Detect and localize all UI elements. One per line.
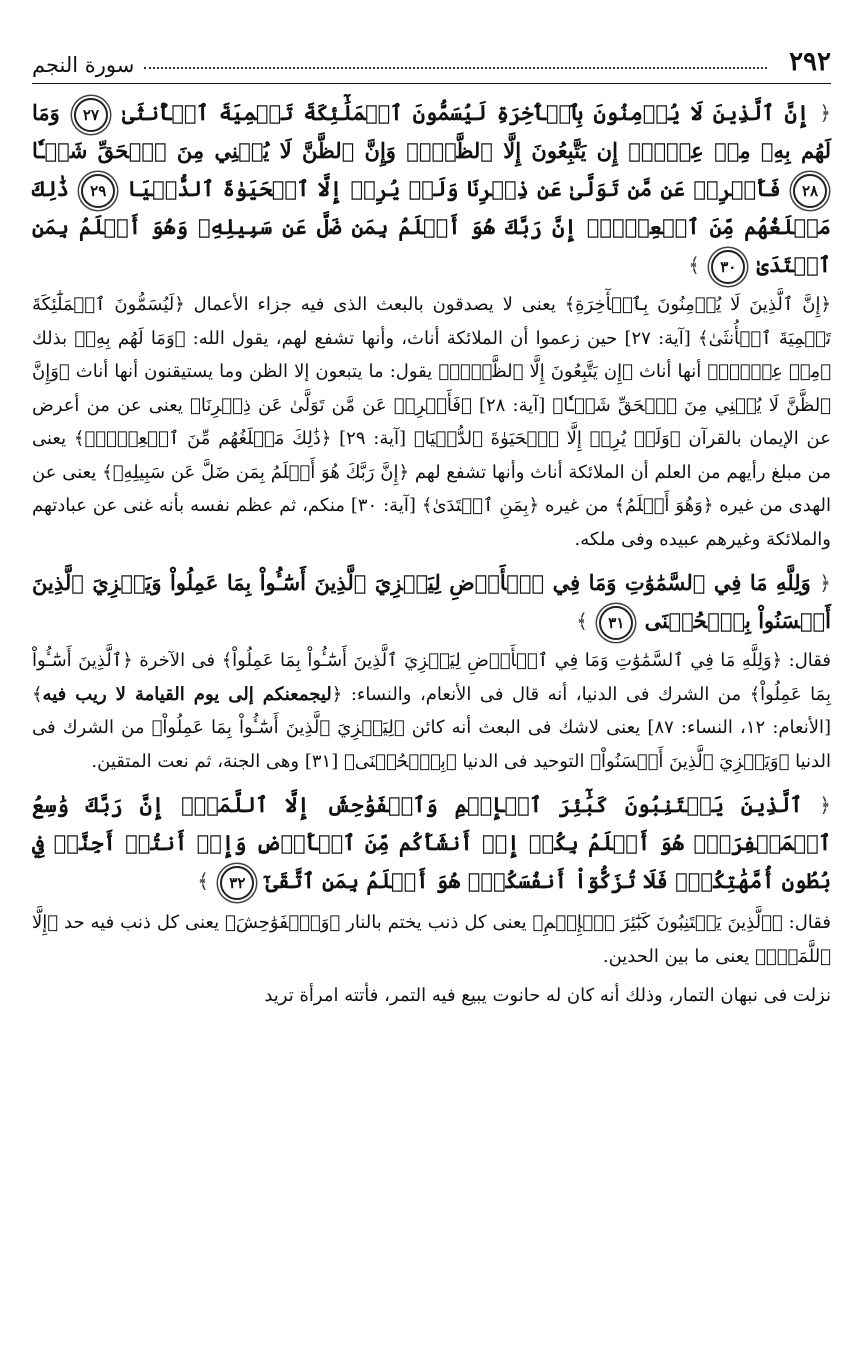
tafsir-paragraph <box>32 644 831 778</box>
ayah-number-marker: ٣١ <box>599 606 633 640</box>
ayah-number-marker: ٣٠ <box>711 250 745 284</box>
tafsir-paragraph: فقال: ﴿ٱلَّذِينَ يَجۡتَنِبُونَ كَبَٰٓئِرَ ٱلۡإِثۡمِ﴾ يعنى كل ذنب يختم بالنار ﴿وَٱلۡفَوَٰحِشَ﴾ يعنى كل ذنب فيه حد ﴿إِلَّا ٱللَّمَمَۚ﴾ يعنى ما بين الحدين. <box>32 912 831 967</box>
open-ornament: ﴿ <box>819 793 832 817</box>
ayah-number-marker: ٢٩ <box>81 174 115 208</box>
open-ornament: ﴿ <box>819 571 831 595</box>
tafsir-paragraph: نزلت فى نبهان التمار، وذلك أنه كان له حانوت يبيع فيه التمر، فأتته امرأة تريد <box>264 985 831 1006</box>
page-number: ٢٩٢ <box>789 47 831 77</box>
close-ornament: ﴾ <box>688 253 700 277</box>
open-ornament: ﴿ <box>819 101 832 125</box>
verse-text: وَمَا لَهُم بِهِۦ مِنۡ عِلۡمٍۖ إِن يَتَّبِعُونَ إِلَّا ٱلظَّنَّۖ وَإِنَّ ٱلظَّنَّ لَا يُغۡنِي مِنَ ٱلۡحَقِّ شَيۡـٔٗا <box>32 100 831 163</box>
page-header <box>32 0 831 84</box>
verse-text: إِنَّ ٱلَّذِينَ لَا يُؤۡمِنُونَ بِٱلۡأٓخِرَةِ لَيُسَمُّونَ ٱلۡمَلَٰٓئِكَةَ تَسۡمِيَةَ ٱلۡأُنثَىٰ <box>122 100 810 125</box>
close-ornament: ﴾ <box>197 869 210 893</box>
verse-text: فَأَعۡرِضۡ عَن مَّن تَوَلَّىٰ عَن ذِكۡرِنَا وَلَمۡ يُرِدۡ إِلَّا ٱلۡحَيَوٰةَ ٱلدُّنۡيَا <box>127 176 781 201</box>
verse-text: وَلِلَّهِ مَا فِي ٱلسَّمَٰوَٰتِ وَمَا فِي ٱلۡأَرۡضِ لِيَجۡزِيَ ٱلَّذِينَ أَسَٰٓـُٔواْ بِمَا عَمِلُواْ وَيَجۡزِيَ ٱلَّذِينَ أَحۡسَنُواْ بِٱلۡحُسۡنَى <box>32 570 831 633</box>
verse-text: ٱلَّذِينَ يَجۡتَنِبُونَ كَبَٰٓئِرَ ٱلۡإِثۡمِ وَٱلۡفَوَٰحِشَ إِلَّا ٱللَّمَمَۚ إِنَّ رَبَّكَ وَٰسِعُ ٱلۡمَغۡفِرَةِۚ هُوَ أَعۡلَمُ بِكُمۡ إِذۡ أَنشَأَكُم مِّنَ ٱلۡأَرۡضِ وَإِذۡ أَنتُمۡ أَجِنَّةٞ فِي بُطُونِ أُمَّهَٰتِكُمۡۖ فَلَا تُزَكُّوٓاْ أَنفُسَكُمۡۖ هُوَ أَعۡلَمُ بِمَنِ ٱتَّقَىٰٓ <box>32 792 831 893</box>
quran-verse-block <box>32 786 831 900</box>
ayah-number-marker: ٢٧ <box>74 98 108 132</box>
surah-title: سورة النجم <box>32 53 135 77</box>
tafsir-paragraph: ﴿إِنَّ ٱلَّذِينَ لَا يُؤۡمِنُونَ بِٱلۡأٓخِرَةِ﴾ يعنى لا يصدقون بالبعث الذى فيه جزاء الأعمال ﴿لَيُسَمُّونَ ٱلۡمَلَٰٓئِكَةَ تَسۡمِيَةَ ٱلۡأُنثَىٰ﴾ [آية: ٢٧] حين زعموا أن الملائكة أناث، وأنها تشفع لهم، يقول الله: ﴿وَمَا لَهُم بِهِۦ﴾ بذلك ﴿مِنۡ عِلۡمٍۖ﴾ أنها أناث ﴿إِن يَتَّبِعُونَ إِلَّا ٱلظَّنَّۖ﴾ يقول: ما يتبعون إلا الظن وما يستيقنون أنها أناث ﴿وَإِنَّ ٱلظَّنَّ لَا يُغۡنِي مِنَ ٱلۡحَقِّ شَيۡـٔٗا﴾ [آية: ٢٨] ﴿فَأَعۡرِضۡ عَن مَّن تَوَلَّىٰ عَن ذِكۡرِنَا﴾ يعنى عن من أعرض عن الإيمان بالقرآن ﴿وَلَمۡ يُرِدۡ إِلَّا ٱلۡحَيَوٰةَ ٱلدُّنۡيَا﴾ [آية: ٢٩] ﴿ذَٰلِكَ مَبۡلَغُهُم مِّنَ ٱلۡعِلۡمِۚ﴾ يعنى من مبلغ رأيهم من العلم أن الملائكة أناث وأنها تشفع لهم ﴿إِنَّ رَبَّكَ هُوَ أَعۡلَمُ بِمَن ضَلَّ عَن سَبِيلِهِۦ﴾ يعنى عن الهدى من غيره ﴿وَهُوَ أَعۡلَمُ﴾ من غيره ﴿بِمَنِ ٱهۡتَدَىٰ﴾ [آية: ٣٠] منكم، ثم عظم نفسه بأنه غنى عن عبادتهم والملائكة وغيرهم عبيده وفى ملكه. <box>32 294 831 550</box>
quoted-verse-bold: ليجمعنكم إلى يوم القيامة لا ريب فيه <box>42 683 332 705</box>
tafsir-text: ﴾ [الأنعام: ١٢، النساء: ٨٧] يعنى لاشك فى البعث أنه كائن ﴿لِيَجۡزِيَ ٱلَّذِينَ أَسَٰٓـُٔواْ بِمَا عَمِلُواْ﴾ من الشرك فى الدنيا ﴿وَيَجۡزِيَ ٱلَّذِينَ أَحۡسَنُواْ﴾ التوحيد فى الدنيا ﴿بِٱلۡحُسۡنَى﴾ [٣١] وهى الجنة، ثم نعت المتقين. <box>32 683 831 772</box>
quran-verse-block <box>32 564 831 640</box>
ayah-number-marker: ٣٢ <box>220 866 254 900</box>
ayah-number-marker: ٢٨ <box>793 174 827 208</box>
quran-verse-block <box>32 94 831 284</box>
verse-text: ذَٰلِكَ مَبۡلَغُهُم مِّنَ ٱلۡعِلۡمِۚ إِنَّ رَبَّكَ هُوَ أَعۡلَمُ بِمَن ضَلَّ عَن سَبِيلِهِۦ وَهُوَ أَعۡلَمُ بِمَنِ ٱهۡتَدَىٰ <box>32 176 831 277</box>
close-ornament: ﴾ <box>576 609 589 633</box>
tafsir-text: فقال: ﴿وَلِلَّهِ مَا فِي ٱلسَّمَٰوَٰتِ وَمَا فِي ٱلۡأَرۡضِ لِيَجۡزِيَ ٱلَّذِينَ أَسَٰٓـُٔواْ بِمَا عَمِلُواْ﴾ فى الآخرة ﴿ٱلَّذِينَ أَسَٰٓـُٔواْ بِمَا عَمِلُواْ﴾ من الشرك فى الدنيا، أنه قال فى الأنعام، والنساء: <box>32 650 831 705</box>
open-ornament: ﴿ <box>331 683 343 705</box>
dotted-leader <box>144 67 767 69</box>
